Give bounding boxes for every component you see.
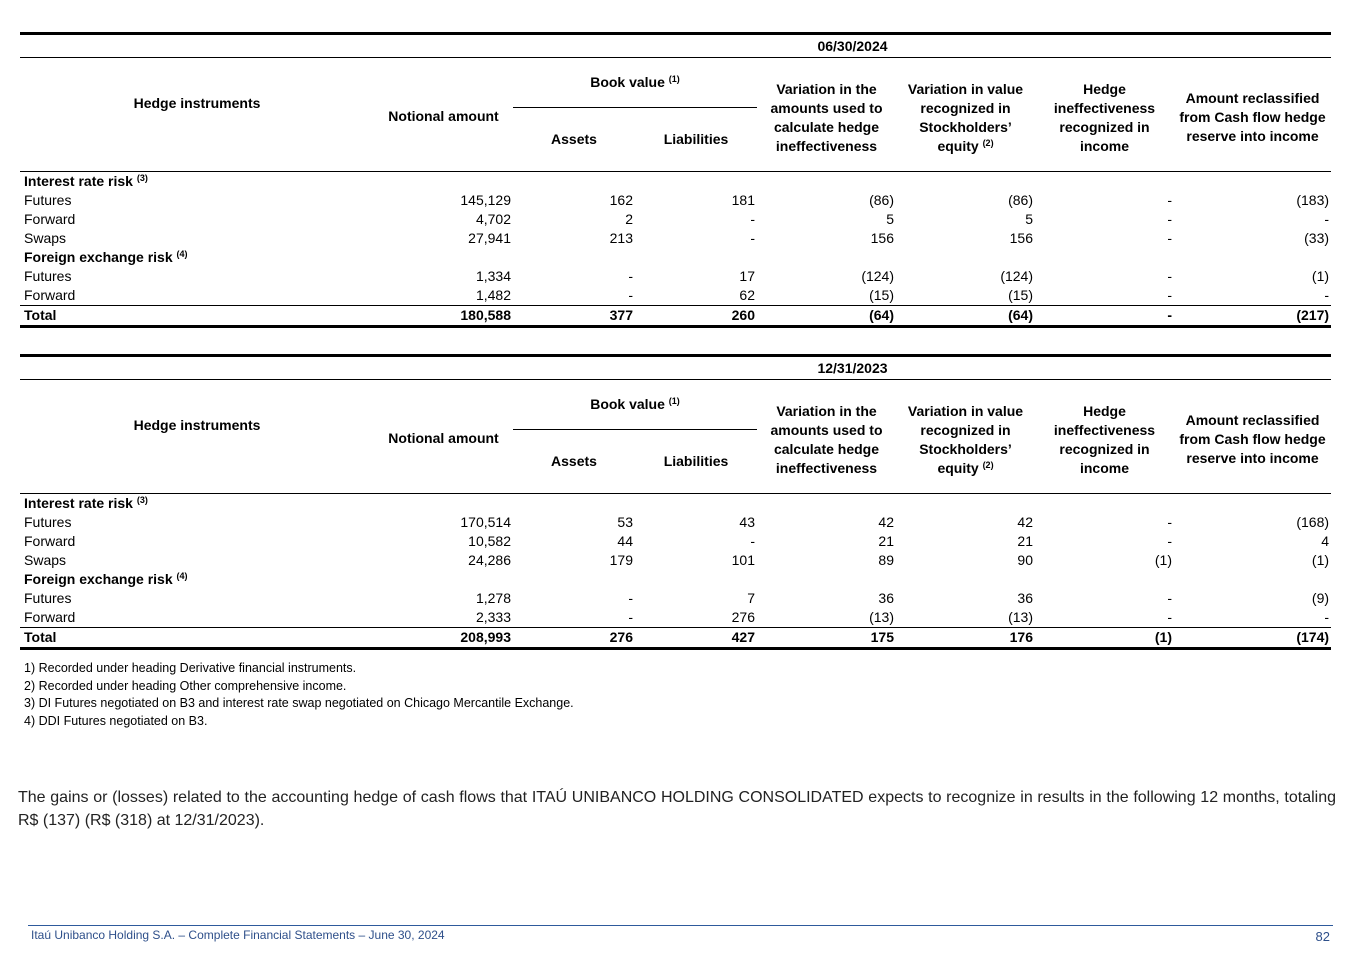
table-topline (20, 34, 374, 58)
cell-reclass: 4 (1321, 533, 1330, 549)
total-var-amounts: 175 (757, 628, 896, 649)
notional-amount-header: Notional amount (374, 380, 513, 494)
section-text: Foreign exchange risk (24, 249, 173, 265)
row-label: Futures (24, 514, 72, 530)
total-ineff: (1) (1035, 628, 1174, 649)
section-row (20, 570, 1331, 589)
cell-ineff: - (1167, 533, 1172, 549)
book-value-header (513, 380, 757, 430)
book-value-note: (1) (668, 396, 680, 406)
table-topline (20, 356, 374, 380)
table-date: 12/31/2023 (374, 356, 1331, 380)
total-ineff: - (1035, 306, 1174, 327)
footnote-2: 2) Recorded under heading Other comprehensive income. (24, 678, 347, 693)
footnote-3: 3) DI Futures negotiated on B3 and interest rate swap negotiated on Chicago Mercantile Exchange. (24, 696, 574, 711)
cell-var-value: 90 (1017, 552, 1033, 568)
cell-ineff: - (1167, 230, 1172, 246)
section-text: Interest rate risk (24, 495, 133, 511)
row-label: Futures (24, 268, 72, 284)
cell-var-value: 42 (1017, 514, 1033, 530)
book-value-note: (1) (668, 74, 680, 84)
cell-assets: 213 (609, 230, 633, 246)
cell-liabilities: 101 (731, 552, 755, 568)
cell-ineff: (1) (1154, 552, 1172, 568)
cell-liabilities: 181 (731, 192, 755, 208)
total-reclass: (174) (1174, 628, 1331, 649)
cell-notional: 170,514 (460, 514, 511, 530)
cell-var-amounts: 156 (870, 230, 894, 246)
cell-notional: 27,941 (468, 230, 511, 246)
hedge-instruments-header: Hedge instruments (20, 380, 374, 494)
cell-assets: 2 (625, 211, 633, 227)
total-row (20, 306, 1331, 327)
footer-rule (28, 925, 1333, 926)
cell-reclass: (9) (1311, 590, 1330, 606)
table-row (20, 191, 1331, 210)
cell-var-value: (86) (1008, 192, 1033, 208)
table-row (20, 532, 1331, 551)
footnote-4: 4) DDI Futures negotiated on B3. (24, 713, 208, 728)
cell-var-amounts: (15) (869, 287, 894, 303)
cell-reclass: (168) (1296, 514, 1330, 530)
hedge-ineffectiveness-header: Hedge ineffectiveness recognized in income (1035, 58, 1174, 172)
cell-notional: 2,333 (475, 609, 511, 625)
cell-reclass: - (1324, 609, 1330, 625)
footnote-1: 1) Recorded under heading Derivative financial instruments. (24, 661, 357, 675)
book-value-label: Book value (590, 74, 665, 90)
variation-amounts-header: Variation in the amounts used to calculate hedge ineffectiveness (757, 380, 896, 494)
variation-value-header (896, 58, 1035, 172)
notional-amount-header: Notional amount (374, 58, 513, 172)
book-value-label: Book value (590, 396, 665, 412)
variation-amounts-header: Variation in the amounts used to calculate hedge ineffectiveness (757, 58, 896, 172)
hedge-instruments-header: Hedge instruments (20, 58, 374, 172)
total-notional: 208,993 (374, 628, 513, 649)
cell-ineff: - (1167, 268, 1172, 284)
cell-reclass: - (1324, 287, 1330, 303)
section-row (20, 494, 1331, 514)
cell-reclass: (33) (1304, 230, 1330, 246)
section-note: (4) (176, 571, 188, 581)
variation-value-note: (2) (982, 137, 994, 148)
footer-text: Itaú Unibanco Holding S.A. – Complete Financial Statements – June 30, 2024 (31, 928, 445, 942)
cell-ineff: - (1167, 609, 1172, 625)
hedge-table-2023 (20, 354, 1331, 650)
variation-value-header (896, 380, 1035, 494)
cell-liabilities: 17 (739, 268, 755, 284)
section-text: Foreign exchange risk (24, 571, 173, 587)
row-label: Forward (24, 533, 76, 549)
footnotes (24, 660, 574, 730)
cell-var-amounts: 89 (878, 552, 894, 568)
cell-liabilities: 62 (739, 287, 755, 303)
cell-ineff: - (1167, 590, 1172, 606)
cell-var-value: 36 (1017, 590, 1033, 606)
cell-reclass: (1) (1311, 552, 1330, 568)
table-row (20, 589, 1331, 608)
total-var-value: (64) (896, 306, 1035, 327)
table-row (20, 513, 1331, 532)
total-var-value: 176 (896, 628, 1035, 649)
table-row (20, 608, 1331, 628)
cell-liabilities: 7 (747, 590, 755, 606)
cell-liabilities: - (750, 211, 755, 227)
cell-reclass: (183) (1296, 192, 1330, 208)
variation-value-label: Variation in value recognized in Stockholders’ equity (907, 402, 1024, 476)
table-row (20, 210, 1331, 229)
row-label: Futures (24, 192, 72, 208)
hedge-table-2024 (20, 32, 1331, 328)
amount-reclassified-header: Amount reclassified from Cash flow hedge reserve into income (1174, 380, 1331, 494)
total-reclass: (217) (1174, 306, 1331, 327)
cell-ineff: - (1167, 211, 1172, 227)
cell-liabilities: 276 (731, 609, 755, 625)
section-label (20, 172, 1331, 192)
book-value-header (513, 58, 757, 108)
hedge-ineffectiveness-header: Hedge ineffectiveness recognized in income (1035, 380, 1174, 494)
section-text: Interest rate risk (24, 173, 133, 189)
cell-notional: 1,482 (475, 287, 511, 303)
cell-var-amounts: 5 (886, 211, 894, 227)
cell-assets: 179 (609, 552, 633, 568)
assets-header: Assets (513, 108, 635, 172)
cell-reclass: (1) (1311, 268, 1330, 284)
variation-value-note: (2) (982, 459, 994, 470)
row-label: Futures (24, 590, 72, 606)
cell-ineff: - (1167, 287, 1172, 303)
cell-var-value: (124) (1000, 268, 1033, 284)
page-number: 82 (1315, 929, 1330, 944)
row-label: Swaps (24, 230, 67, 246)
cell-notional: 1,278 (475, 590, 511, 606)
table-row (20, 286, 1331, 306)
row-label: Forward (24, 609, 76, 625)
cell-var-amounts: 36 (878, 590, 894, 606)
cell-ineff: - (1167, 514, 1172, 530)
cell-var-value: (13) (1008, 609, 1033, 625)
cell-liabilities: - (750, 533, 755, 549)
section-row (20, 172, 1331, 192)
section-label (20, 494, 1331, 514)
cell-var-value: (15) (1008, 287, 1033, 303)
cell-assets: - (628, 287, 633, 303)
table-row (20, 267, 1331, 286)
cell-notional: 145,129 (460, 192, 511, 208)
cell-var-amounts: (86) (869, 192, 894, 208)
cell-var-value: 156 (1009, 230, 1033, 246)
cell-liabilities: 43 (739, 514, 755, 530)
table-row (20, 551, 1331, 570)
cell-notional: 24,286 (468, 552, 511, 568)
row-label: Forward (24, 287, 76, 303)
total-row (20, 628, 1331, 649)
amount-reclassified-header: Amount reclassified from Cash flow hedge reserve into income (1174, 58, 1331, 172)
cell-var-amounts: 21 (878, 533, 894, 549)
liabilities-header: Liabilities (635, 108, 757, 172)
total-label: Total (20, 306, 374, 327)
cell-var-value: 5 (1025, 211, 1033, 227)
section-label (20, 248, 1331, 267)
total-var-amounts: (64) (757, 306, 896, 327)
cash-flow-paragraph: The gains or (losses) related to the accounting hedge of cash flows that ITAÚ UNIBANCO HOLDING CONSOLIDATED expects to recognize in results in the following 12 months, totaling R$ (137) (R$ (318) at 12/31/2023). (18, 789, 1336, 829)
cell-assets: - (628, 609, 633, 625)
row-label: Swaps (24, 552, 67, 568)
cell-var-amounts: (13) (869, 609, 894, 625)
cell-assets: 44 (617, 533, 633, 549)
cell-liabilities: - (750, 230, 755, 246)
total-assets: 276 (513, 628, 635, 649)
cell-notional: 10,582 (468, 533, 511, 549)
cell-var-amounts: (124) (861, 268, 894, 284)
table-row (20, 229, 1331, 248)
assets-header: Assets (513, 430, 635, 494)
total-liabilities: 427 (635, 628, 757, 649)
cell-ineff: - (1167, 192, 1172, 208)
total-liabilities: 260 (635, 306, 757, 327)
cell-notional: 4,702 (475, 211, 511, 227)
row-label: Forward (24, 211, 76, 227)
section-note: (3) (136, 173, 148, 183)
cell-assets: 53 (617, 514, 633, 530)
total-label: Total (20, 628, 374, 649)
cell-var-value: 21 (1017, 533, 1033, 549)
cell-reclass: - (1324, 211, 1330, 227)
total-assets: 377 (513, 306, 635, 327)
variation-value-label: Variation in value recognized in Stockholders’ equity (907, 80, 1024, 154)
cell-assets: 162 (609, 192, 633, 208)
section-label (20, 570, 1331, 589)
section-note: (3) (136, 495, 148, 505)
section-note: (4) (176, 249, 188, 259)
cell-assets: - (628, 268, 633, 284)
total-notional: 180,588 (374, 306, 513, 327)
liabilities-header: Liabilities (635, 430, 757, 494)
table-date: 06/30/2024 (374, 34, 1331, 58)
cell-assets: - (628, 590, 633, 606)
cell-var-amounts: 42 (878, 514, 894, 530)
section-row (20, 248, 1331, 267)
cell-notional: 1,334 (475, 268, 511, 284)
